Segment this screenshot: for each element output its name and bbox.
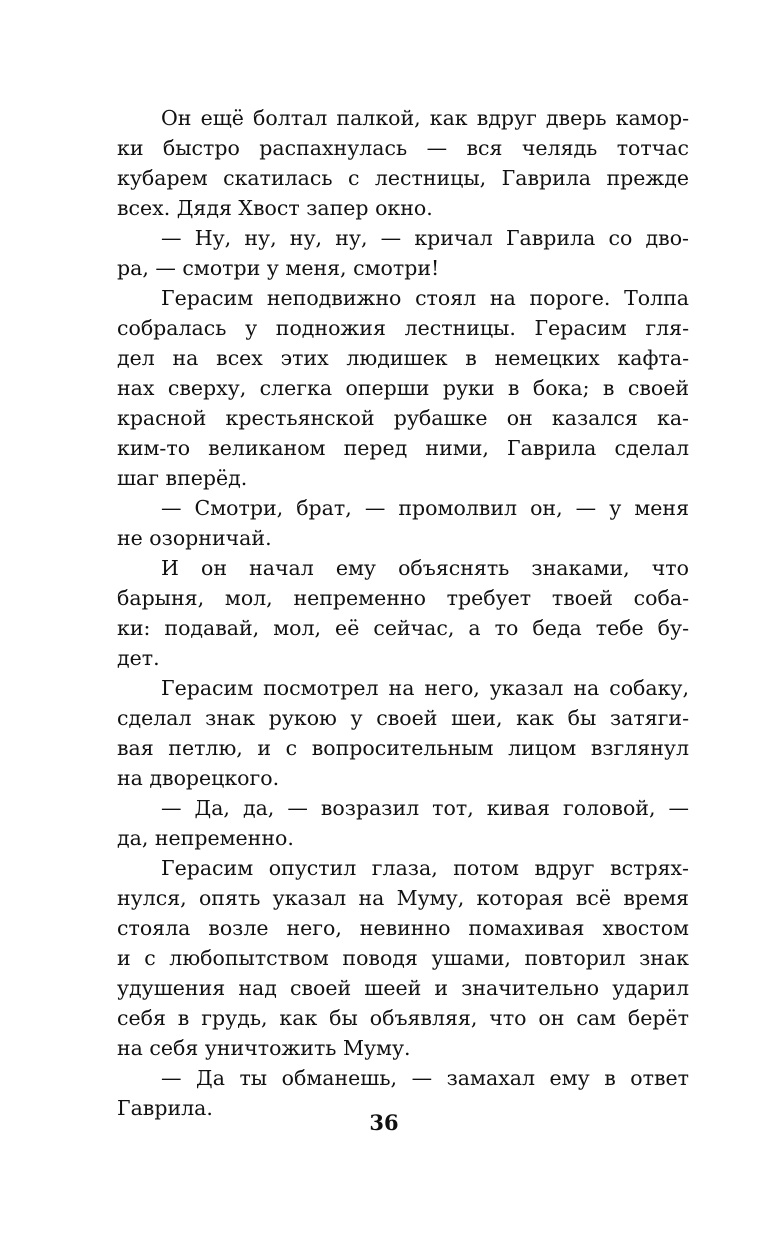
paragraph <box>117 493 689 553</box>
paragraph <box>117 223 689 283</box>
text-line: Гаврила. <box>117 1096 213 1120</box>
text-line: барыня, мол, непременно требует твоей соба- <box>117 586 689 610</box>
text-line: дет. <box>117 646 160 670</box>
text-line: собралась у подножия лестницы. Герасим гля- <box>117 316 689 340</box>
paragraph <box>117 103 689 223</box>
text-line: ки быстро распахнулась — вся челядь тотчас <box>117 136 689 160</box>
text-line: красной крестьянской рубашке он казался ка- <box>117 406 689 430</box>
text-line: ким-то великаном перед ними, Гаврила сделал <box>117 436 689 460</box>
page-body-text <box>117 103 689 1123</box>
text-line: на дворецкого. <box>117 766 280 790</box>
text-line: Герасим опустил глаза, потом вдруг встрях- <box>161 856 689 880</box>
text-line: удушения над своей шеей и значительно ударил <box>117 976 689 1000</box>
text-line: себя в грудь, как бы объявляя, что он сам берёт <box>117 1006 689 1030</box>
text-line: — Да ты обманешь, — замахал ему в ответ <box>161 1066 689 1090</box>
text-line: да, непременно. <box>117 826 294 850</box>
text-line: шаг вперёд. <box>117 466 248 490</box>
text-line: ра, — смотри у меня, смотри! <box>117 256 440 280</box>
text-line: кубарем скатилась с лестницы, Гаврила прежде <box>117 166 689 190</box>
text-line: нулся, опять указал на Муму, которая всё время <box>117 886 689 910</box>
text-line: сделал знак рукою у своей шеи, как бы затяги- <box>117 706 689 730</box>
paragraph <box>117 673 689 793</box>
paragraph <box>117 283 689 493</box>
text-line: ки: подавай, мол, её сейчас, а то беда тебе бу- <box>117 616 689 640</box>
paragraph <box>117 853 689 1063</box>
text-line: вая петлю, и с вопросительным лицом взглянул <box>117 736 689 760</box>
paragraph <box>117 793 689 853</box>
text-line: дел на всех этих людишек в немецких кафта- <box>117 346 689 370</box>
text-line: на себя уничтожить Муму. <box>117 1036 411 1060</box>
page-number: 36 <box>369 1110 399 1135</box>
paragraph <box>117 553 689 673</box>
text-line: не озорничай. <box>117 526 272 550</box>
text-line: Герасим посмотрел на него, указал на собаку, <box>161 676 689 700</box>
text-line: всех. Дядя Хвост запер окно. <box>117 196 433 220</box>
text-line: — Ну, ну, ну, ну, — кричал Гаврила со дво- <box>161 226 689 250</box>
text-line: Герасим неподвижно стоял на пороге. Толпа <box>161 286 689 310</box>
text-line: — Смотри, брат, — промолвил он, — у меня <box>161 496 689 520</box>
text-line: Он ещё болтал палкой, как вдруг дверь камор- <box>161 106 689 130</box>
text-line: нах сверху, слегка оперши руки в бока; в своей <box>117 376 689 400</box>
text-line: — Да, да, — возразил тот, кивая головой, — <box>161 796 689 820</box>
text-line: И он начал ему объяснять знаками, что <box>161 556 689 580</box>
text-line: и с любопытством поводя ушами, повторил знак <box>117 946 689 970</box>
text-line: стояла возле него, невинно помахивая хвостом <box>117 916 689 940</box>
